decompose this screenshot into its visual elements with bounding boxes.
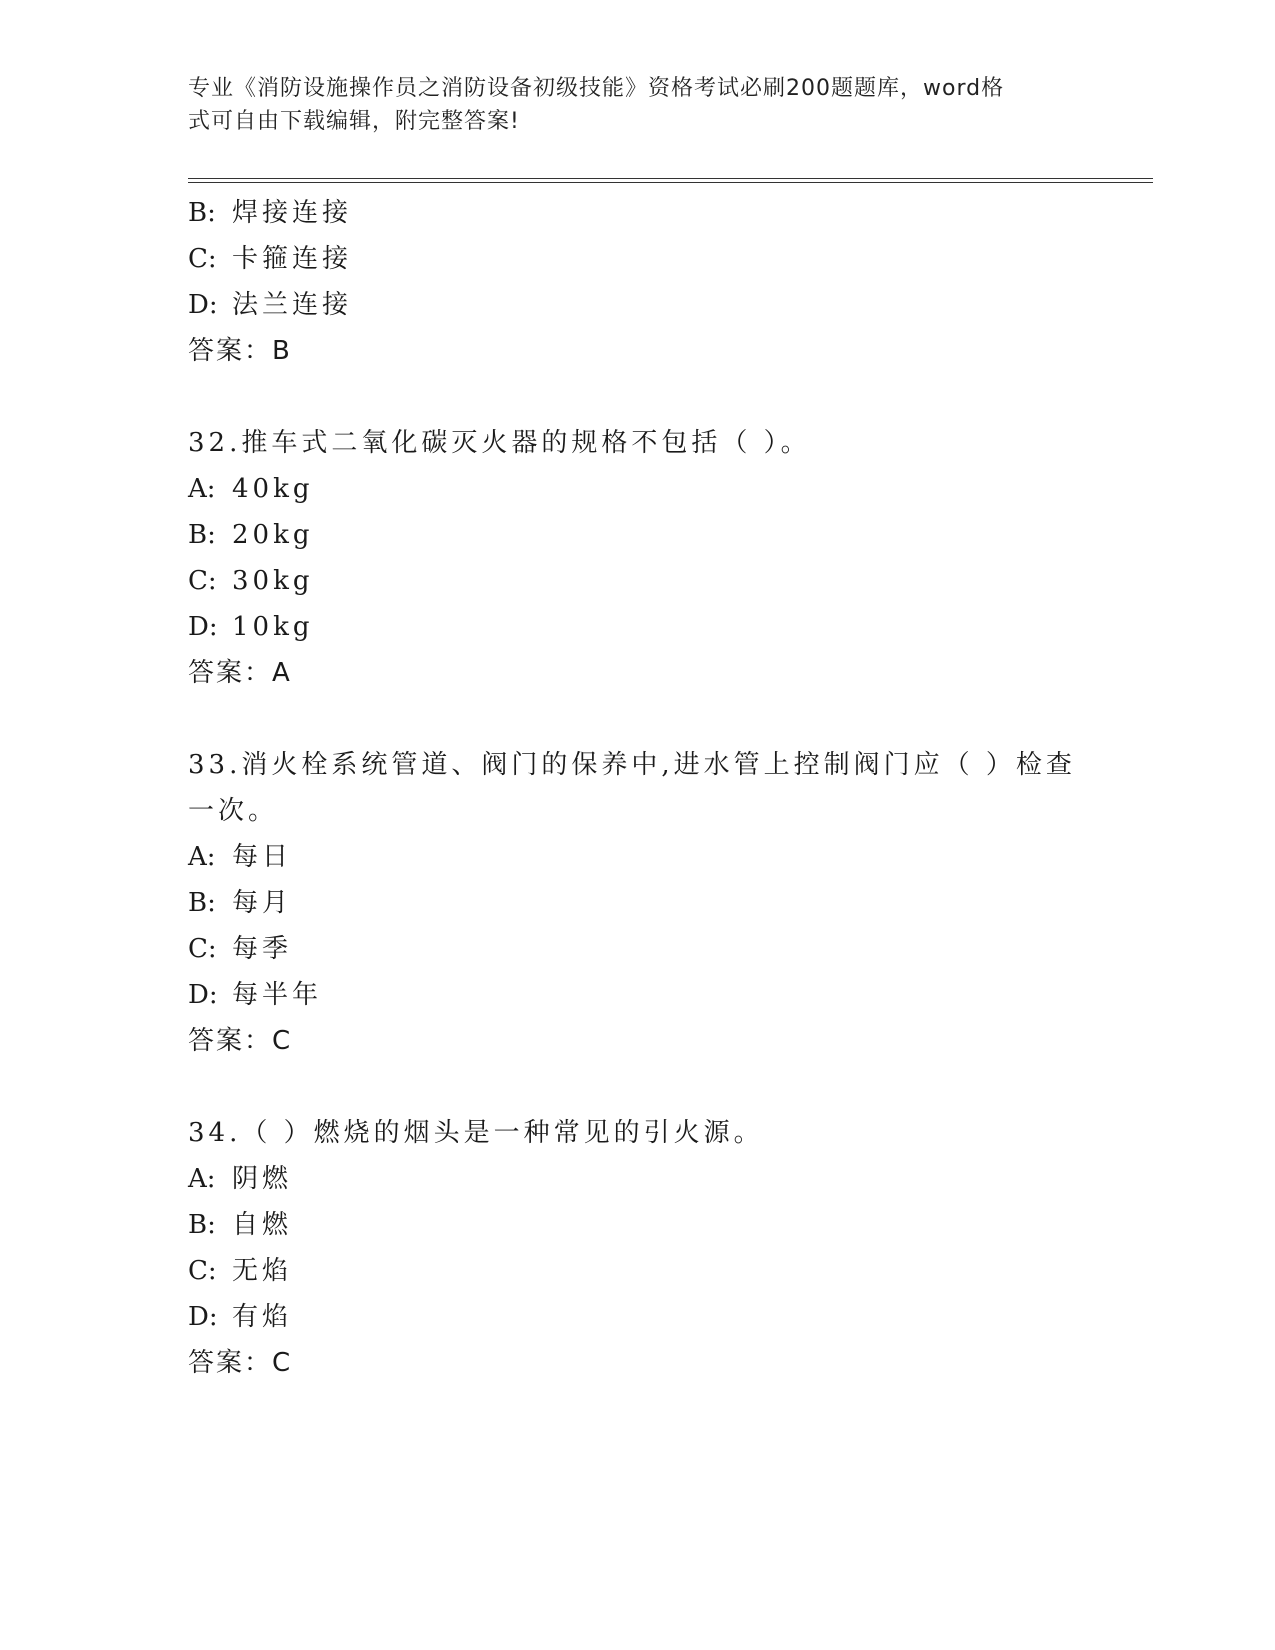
spacer xyxy=(188,374,1088,420)
option-c: C: 30kg xyxy=(188,566,314,596)
option-a: A: 每日 xyxy=(188,842,293,872)
header-line-1: 专业《消防设施操作员之消防设备初级技能》资格考试必刷200题题库，word格 xyxy=(188,76,1005,101)
option-d: D: 10kg xyxy=(188,612,314,642)
header-divider xyxy=(188,178,1153,183)
option-c: C: 卡箍连接 xyxy=(188,244,353,274)
document-page xyxy=(188,0,1153,1650)
option-a: A: 阴燃 xyxy=(188,1164,293,1194)
answer: 答案：A xyxy=(188,658,292,688)
document-header xyxy=(188,72,1068,138)
question-34 xyxy=(188,1110,1088,1386)
question-stem: 34.（ ）燃烧的烟头是一种常见的引火源。 xyxy=(188,1118,764,1148)
question-33 xyxy=(188,742,1088,1064)
option-a: A: 40kg xyxy=(188,474,314,504)
answer: 答案：C xyxy=(188,1026,293,1056)
answer: 答案：B xyxy=(188,336,292,366)
option-d: D: 法兰连接 xyxy=(188,290,353,320)
question-32 xyxy=(188,420,1088,696)
question-stem-line-1: 33.消火栓系统管道、阀门的保养中,进水管上控制阀门应（ ）检查 xyxy=(188,750,1076,780)
option-c: C: 无焰 xyxy=(188,1256,293,1286)
question-stem-line-2: 一次。 xyxy=(188,796,279,826)
option-b: B: 焊接连接 xyxy=(188,198,353,228)
option-d: D: 每半年 xyxy=(188,980,323,1010)
option-b: B: 自燃 xyxy=(188,1210,293,1240)
option-b: B: 每月 xyxy=(188,888,293,918)
header-line-2: 式可自由下载编辑，附完整答案! xyxy=(188,109,520,134)
question-list xyxy=(188,190,1088,1386)
spacer xyxy=(188,696,1088,742)
option-b: B: 20kg xyxy=(188,520,314,550)
question-stem: 32.推车式二氧化碳灭火器的规格不包括（ ）。 xyxy=(188,428,811,458)
option-c: C: 每季 xyxy=(188,934,293,964)
spacer xyxy=(188,1064,1088,1110)
question-31 xyxy=(188,190,1088,374)
answer: 答案：C xyxy=(188,1348,293,1378)
option-d: D: 有焰 xyxy=(188,1302,293,1332)
